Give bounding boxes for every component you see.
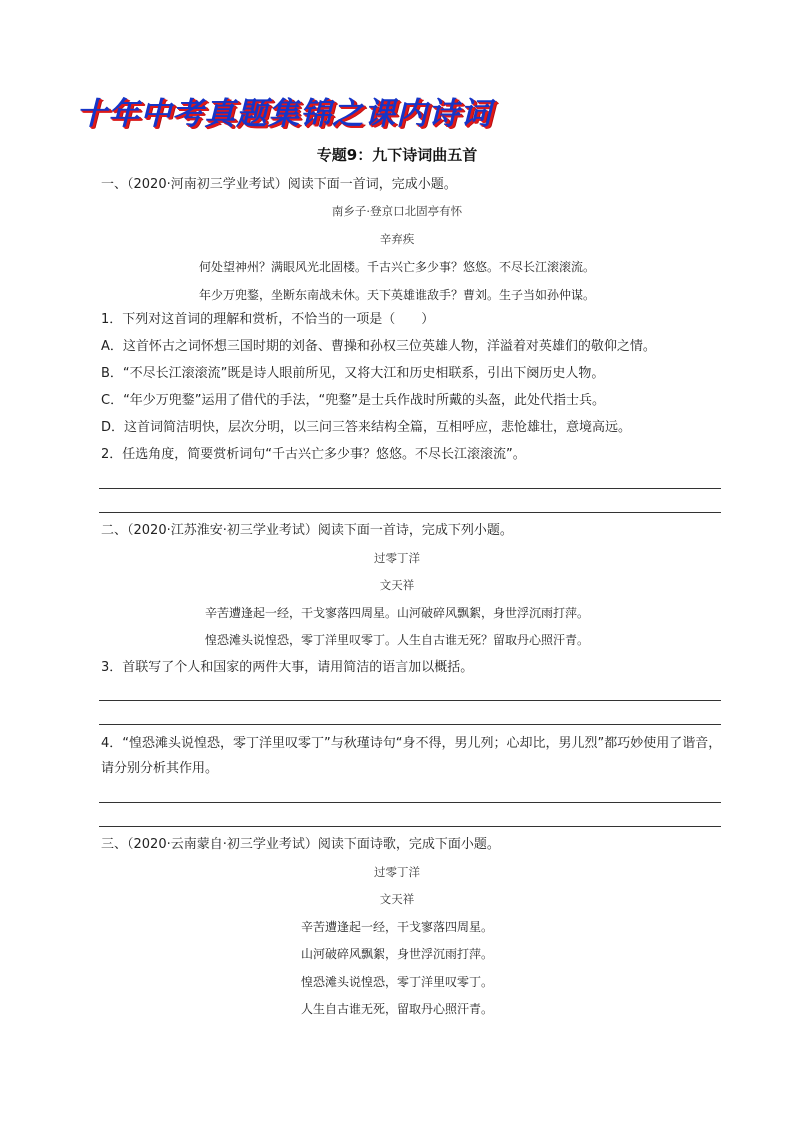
page-title: 专题9：九下诗词曲五首 xyxy=(316,146,478,164)
section3-poem-line-3: 惶恐滩头说惶恐，零丁洋里叹零丁。 xyxy=(300,975,493,989)
section2-poem-line-1: 辛苦遭逢起一经，干戈寥落四周星。山河破碎风飘絮，身世浮沉雨打萍。 xyxy=(204,606,589,620)
answer-line xyxy=(99,512,721,513)
section1-poem-line-2: 年少万兜鍪，坐断东南战未休。天下英雄谁敌手？曹刘。生子当如孙仲谋。 xyxy=(198,288,595,302)
section1-poem-line-1: 何处望神州？满眼风光北固楼。千古兴亡多少事？悠悠。不尽长江滚滚流。 xyxy=(198,260,595,274)
section2-poem-line-2: 惶恐滩头说惶恐，零丁洋里叹零丁。人生自古谁无死？留取丹心照汗青。 xyxy=(204,633,589,647)
section2-poem-author: 文天祥 xyxy=(379,578,415,592)
section3-poem-line-2: 山河破碎风飘絮，身世浮沉雨打萍。 xyxy=(300,947,493,961)
section3-poem-line-1: 辛苦遭逢起一经，干戈寥落四周星。 xyxy=(300,920,493,934)
question-1-option-c: C．“年少万兜鍪”运用了借代的手法，“兜鍪”是士兵作战时所戴的头盔，此处代指士兵。 xyxy=(101,393,606,408)
answer-line xyxy=(99,700,721,701)
section3-poem-title: 过零丁洋 xyxy=(374,865,420,879)
section3-heading: 三、（2020·云南蒙自·初三学业考试）阅读下面诗歌，完成下面小题。 xyxy=(101,837,500,852)
section1-poem-author: 辛弃疾 xyxy=(379,232,415,246)
section3-poem-author: 文天祥 xyxy=(379,892,415,906)
question-1-option-a: A．这首怀古之词怀想三国时期的刘备、曹操和孙权三位英雄人物，洋溢着对英雄们的敬仰之情。 xyxy=(101,339,656,354)
question-3: 3．首联写了个人和国家的两件大事，请用简洁的语言加以概括。 xyxy=(101,660,474,675)
question-1: 1．下列对这首词的理解和赏析，不恰当的一项是（ ） xyxy=(101,312,435,327)
question-4: 4．“惶恐滩头说惶恐，零丁洋里叹零丁”与秋瑾诗句“身不得，男儿列；心却比，男儿烈”都巧妙使用了谐音，请分别分析其作用。 xyxy=(101,736,722,776)
question-1-option-b: B．“不尽长江滚滚流”既是诗人眼前所见，又将大江和历史相联系，引出下阕历史人物。 xyxy=(101,366,605,381)
section1-heading: 一、（2020·河南初三学业考试）阅读下面一首词，完成小题。 xyxy=(101,177,457,192)
answer-line xyxy=(99,724,721,725)
section2-poem-title: 过零丁洋 xyxy=(374,551,420,565)
answer-line xyxy=(99,488,721,489)
section2-heading: 二、（2020·江苏淮安·初三学业考试）阅读下面一首诗，完成下列小题。 xyxy=(101,523,513,538)
header-banner: 十年中考真题集锦之课内诗词 xyxy=(76,96,492,132)
question-2: 2．任选角度，简要赏析词句“千古兴亡多少事？悠悠。不尽长江滚滚流”。 xyxy=(101,447,526,462)
answer-line xyxy=(99,826,721,827)
question-1-option-d: D．这首词简洁明快，层次分明，以三问三答来结构全篇，互相呼应，悲怆雄壮，意境高远。 xyxy=(101,420,632,435)
section1-poem-title: 南乡子·登京口北固亭有怀 xyxy=(331,204,463,218)
answer-line xyxy=(99,802,721,803)
section3-poem-line-4: 人生自古谁无死，留取丹心照汗青。 xyxy=(300,1002,493,1016)
